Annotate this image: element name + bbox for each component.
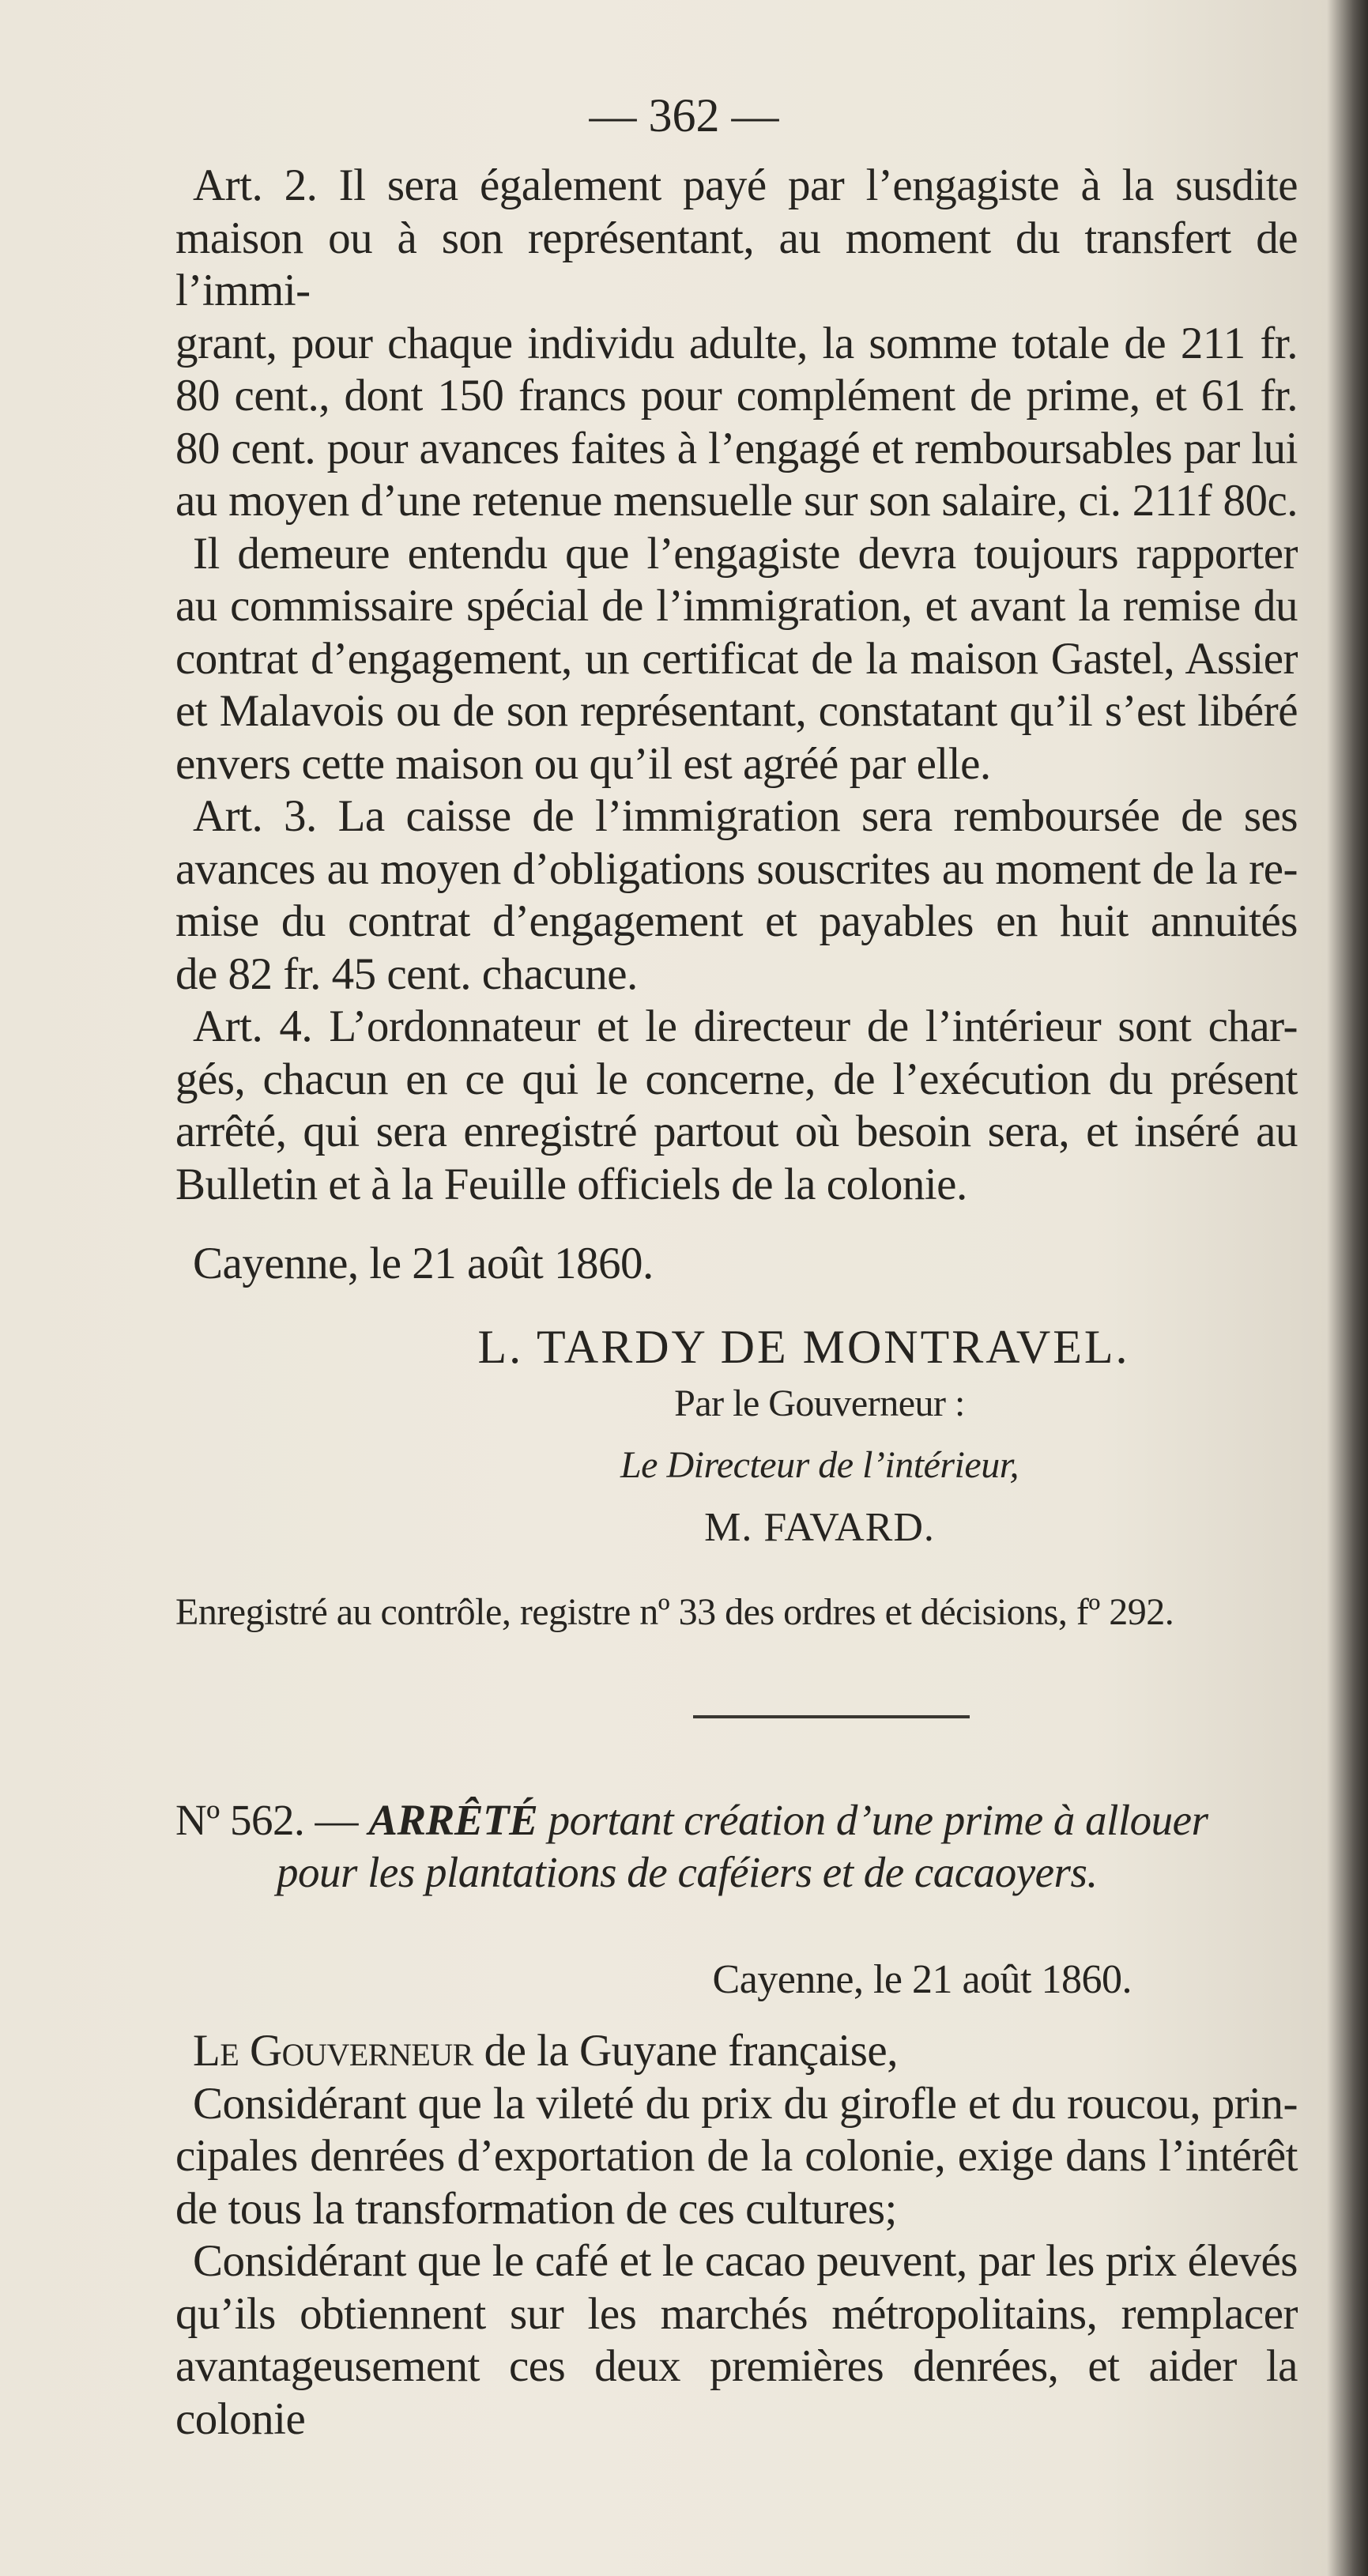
registration-note: Enregistré au contrôle, registre nº 33 des ordres et décisions, fº 292. bbox=[175, 1591, 1174, 1633]
art3-line: avances au moyen d’obligations souscrites au moment de la re- bbox=[175, 843, 1298, 894]
page-number: — 362 — bbox=[589, 89, 779, 141]
section-divider bbox=[693, 1715, 970, 1718]
certificat-line: et Malavois ou de son représentant, constatant qu’il s’est libéré bbox=[175, 686, 1298, 736]
certificat-line: au commissaire spécial de l’immigration, et avant la remise du bbox=[175, 581, 1298, 631]
arrete-title-line2: pour les plantations de caféiers et de cacaoyers. bbox=[277, 1847, 1098, 1896]
art2-line: maison ou à son représentant, au moment du transfert de l’immi- bbox=[175, 213, 1298, 315]
art2-line: 80 cent., dont 150 francs pour complément de prime, et 61 fr. bbox=[175, 371, 1298, 421]
place-date: Cayenne, le 21 août 1860. bbox=[193, 1239, 654, 1288]
governor-title: Le Gouverneur bbox=[193, 2026, 473, 2076]
considerant2-line: Considérant que le café et le cacao peuvent, par les prix élevés bbox=[193, 2236, 1298, 2286]
considerant2-line: avantageusement ces deux premières denrées, et aider la colonie bbox=[175, 2341, 1298, 2444]
certificat-line: envers cette maison ou qu’il est agréé par elle. bbox=[175, 738, 991, 789]
arrete-word: ARRÊTÉ bbox=[368, 1795, 538, 1844]
document-body bbox=[175, 93, 1298, 2446]
art2-line: 80 cent. pour avances faites à l’engagé et remboursables par lui bbox=[175, 423, 1298, 473]
directeur-name: M. FAVARD. bbox=[704, 1505, 935, 1550]
art4-line: Art. 4. L’ordonnateur et le directeur de l’intérieur sont char- bbox=[193, 1001, 1298, 1051]
arrete-heading bbox=[175, 1794, 1298, 1846]
art4-line: gés, chacun en ce qui le concerne, de l’exécution du présent bbox=[175, 1054, 1298, 1104]
considerant1-line: de tous la transformation de ces cultures; bbox=[175, 2183, 897, 2234]
certificat-line: contrat d’engagement, un certificat de la maison Gastel, Assier bbox=[175, 633, 1298, 684]
governor-rest: de la Guyane française, bbox=[484, 2026, 898, 2076]
arrete-date: Cayenne, le 21 août 1860. bbox=[712, 1956, 1132, 2002]
arrete-number: Nº 562. — bbox=[175, 1795, 359, 1844]
considerant1-line: Considérant que la vileté du prix du girofle et du roucou, prin- bbox=[193, 2078, 1298, 2129]
art4-line: Bulletin et à la Feuille officiels de la colonie. bbox=[175, 1159, 967, 1209]
certificat-line: Il demeure entendu que l’engagiste devra toujours rapporter bbox=[193, 528, 1298, 579]
art3-line: Art. 3. La caisse de l’immigration sera remboursée de ses bbox=[193, 791, 1298, 841]
art2-line: Art. 2. Il sera également payé par l’engagiste à la susdite bbox=[193, 160, 1298, 210]
directeur-title: Le Directeur de l’intérieur, bbox=[620, 1444, 1019, 1486]
art3-line: mise du contrat d’engagement et payables en huit annuités bbox=[175, 896, 1298, 946]
art4-line: arrêté, qui sera enregistré partout où besoin sera, et inséré au bbox=[175, 1107, 1298, 1156]
considerant1-line: cipales denrées d’exportation de la colonie, exige dans l’intérêt bbox=[175, 2131, 1298, 2181]
art2-line: grant, pour chaque individu adulte, la somme totale de 211 fr. bbox=[175, 318, 1298, 368]
art3-line: de 82 fr. 45 cent. chacune. bbox=[175, 949, 638, 999]
arrete-title-line1: portant création d’une prime à allouer bbox=[548, 1795, 1208, 1844]
considerant2-line: qu’ils obtiennent sur les marchés métropolitains, remplacer bbox=[175, 2288, 1298, 2339]
signature: L. TARDY DE MONTRAVEL. bbox=[477, 1320, 1130, 1373]
par-le-gouverneur: Par le Gouverneur : bbox=[674, 1382, 965, 1424]
art2-line: au moyen d’une retenue mensuelle sur son salaire, ci. 211f 80c. bbox=[175, 476, 1298, 526]
governor-line bbox=[175, 2025, 1298, 2078]
